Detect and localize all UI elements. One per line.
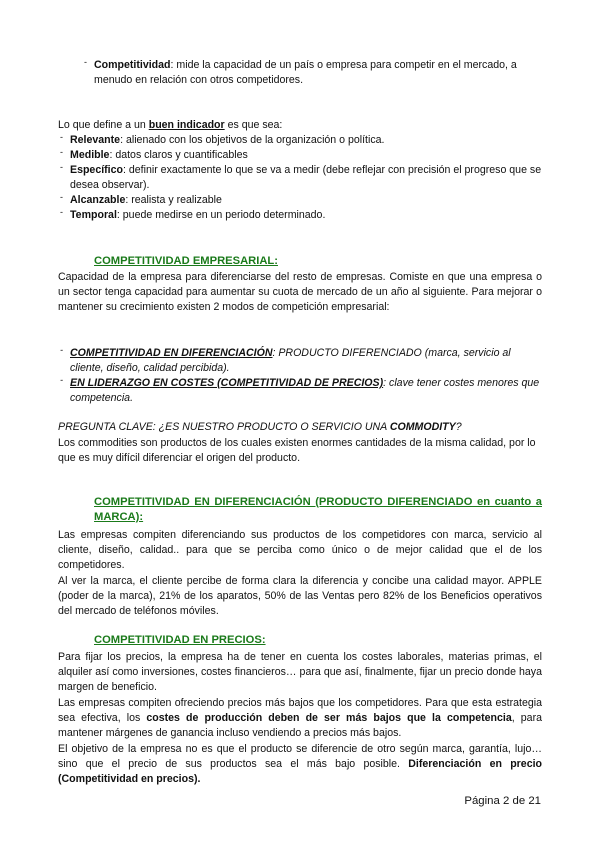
commodities-paragraph: Los commodities son productos de los cuales existen enormes cantidades de la misma calidad, por lo que es muy difícil diferenciar el origen del producto. bbox=[58, 437, 536, 464]
page-number: Página 2 de 21 bbox=[464, 795, 541, 807]
indicator-item bbox=[58, 193, 542, 208]
kq-post: ? bbox=[455, 421, 462, 433]
section-paragraph bbox=[58, 696, 542, 741]
competitividad-item bbox=[82, 58, 542, 88]
desc: : datos claros y cuantificables bbox=[109, 149, 248, 161]
p-post: , para mantener márgenes de ganancia incluso vendiendo a precios más bajos. bbox=[58, 712, 542, 739]
section-paragraph: Las empresas compiten diferenciando sus productos de los competidores con marca, servicio al cliente, diseño, calidad.. para que se perciba como único o de mejor calidad que el de los competidores. bbox=[58, 529, 542, 571]
desc: : puede medirse en un periodo determinado. bbox=[116, 209, 326, 221]
p-pre: El objetivo de la empresa no es que el producto se diferencie de otro según marca, garantía, lujo… sino que el precio de sus productos sea el más bajo posible. bbox=[58, 743, 542, 770]
term: Competitividad bbox=[94, 59, 171, 71]
section-heading: COMPETITIVIDAD EN DIFERENCIACIÓN (PRODUCTO DIFERENCIADO en cuanto a MARCA): bbox=[94, 496, 542, 523]
indicator-item bbox=[58, 163, 542, 193]
term: Específico bbox=[70, 164, 123, 176]
key-question bbox=[58, 420, 542, 435]
desc: : definir exactamente lo que se va a medir (debe reflejar con precisión el progreso que se desea observar). bbox=[70, 164, 542, 191]
term: Temporal bbox=[70, 209, 117, 221]
intro-pre: Lo que define a un bbox=[58, 119, 149, 131]
desc: : clave tener costes menores que competencia. bbox=[70, 377, 540, 404]
indicator-item bbox=[58, 208, 542, 223]
kq-pre: PREGUNTA CLAVE: ¿ES NUESTRO PRODUCTO O SERVICIO UNA bbox=[58, 421, 390, 433]
intro-post: es que sea: bbox=[224, 119, 283, 131]
indicator-item bbox=[58, 148, 542, 163]
mode-item bbox=[58, 376, 542, 406]
desc: : mide la capacidad de un país o empresa para competir en el mercado, a menudo en relación con otros competidores. bbox=[94, 59, 517, 86]
indicator-intro bbox=[58, 118, 542, 133]
term: COMPETITIVIDAD EN DIFERENCIACIÓN bbox=[70, 347, 273, 359]
term: Relevante bbox=[70, 134, 121, 146]
intro-term: buen indicador bbox=[148, 119, 225, 131]
p-bold: Diferenciación en precio (Competitividad en precios). bbox=[58, 758, 543, 785]
indicator-item bbox=[58, 133, 542, 148]
p-bold: costes de producción deben de ser más bajos que la competencia bbox=[146, 712, 512, 724]
term: EN LIDERAZGO EN COSTES (COMPETITIVIDAD DE PRECIOS) bbox=[70, 377, 384, 389]
section-paragraph bbox=[58, 742, 542, 787]
section-heading: COMPETITIVIDAD EMPRESARIAL: bbox=[94, 255, 278, 267]
desc: : PRODUCTO DIFERENCIADO (marca, servicio al cliente, diseño, calidad percibida). bbox=[70, 347, 511, 374]
desc: : realista y realizable bbox=[125, 194, 222, 206]
section-heading: COMPETITIVIDAD EN PRECIOS: bbox=[94, 634, 266, 646]
section-paragraph: Al ver la marca, el cliente percibe de forma clara la diferencia y concibe una calidad mayor. APPLE (poder de la marca), 21% de los aparatos, 50% de las Ventas pero 82% de los Beneficios operativos del mercado de teléfonos móviles. bbox=[58, 575, 542, 617]
p-pre: Las empresas compiten ofreciendo precios más bajos que los competidores. Para que esta estrategia sea efectiva, los bbox=[58, 697, 542, 724]
section-paragraph: Capacidad de la empresa para diferenciarse del resto de empresas. Comiste en que una empresa o un sector tenga capacidad para aumentar su cuota de mercado de un año al siguiente. Para mejorar o mantener su crecimiento existen 2 modos de competición empresarial: bbox=[58, 271, 542, 313]
kq-term: COMMODITY bbox=[389, 421, 456, 433]
term: Medible bbox=[70, 149, 110, 161]
mode-item bbox=[58, 346, 542, 376]
term: Alcanzable bbox=[70, 194, 126, 206]
section-paragraph: Para fijar los precios, la empresa ha de tener en cuenta los costes laborales, materias primas, el alquiler así como inversiones, costes financieros… para que así, finalmente, fijar un precio donde haya margen de beneficio. bbox=[58, 651, 542, 693]
desc: : alienado con los objetivos de la organización o política. bbox=[120, 134, 385, 146]
